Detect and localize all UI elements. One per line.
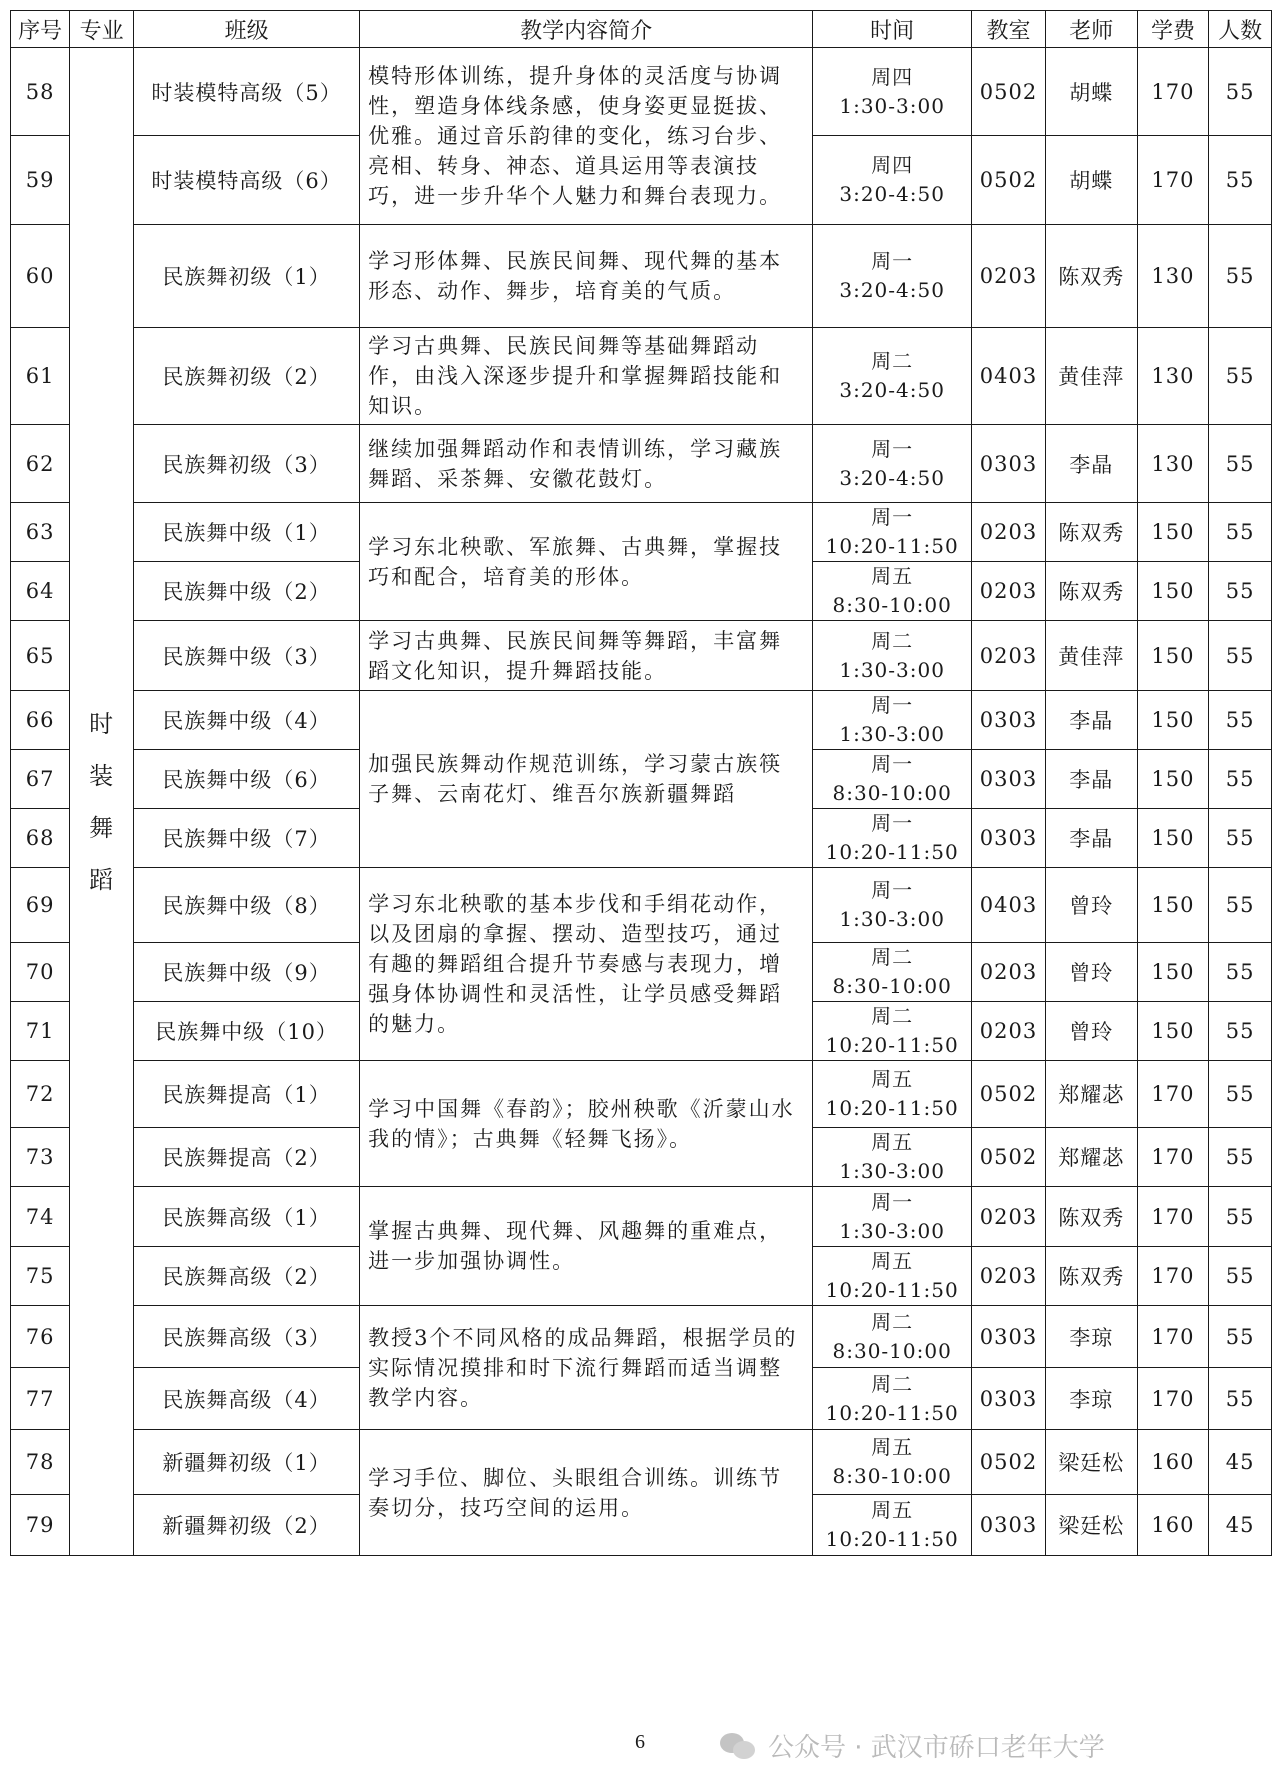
desc-cell: 模特形体训练，提升身体的灵活度与协调性，塑造身体线条感，使身姿更显挺拔、优雅。通过音乐韵律的变化，练习台步、亮相、转身、神态、道具运用等表演技巧，进一步升华个人魅力和舞台表现力。: [360, 48, 813, 225]
time-text: 1:30-3:00: [839, 1159, 945, 1183]
seq-cell: 70: [11, 943, 70, 1002]
room-cell: 0203: [972, 1247, 1046, 1306]
count-cell: 55: [1209, 1368, 1272, 1430]
count-cell: 55: [1209, 750, 1272, 809]
time-cell: [813, 1128, 972, 1187]
major-cell: [70, 48, 134, 1556]
seq-cell: 76: [11, 1306, 70, 1368]
room-cell: 0203: [972, 503, 1046, 562]
day-text: 周一: [871, 693, 914, 717]
time-cell: [813, 868, 972, 943]
room-cell: 0303: [972, 1495, 1046, 1556]
room-cell: 0502: [972, 1430, 1046, 1495]
major-char: 时: [89, 709, 115, 738]
fee-cell: 130: [1137, 425, 1209, 503]
time-text: 10:20-11:50: [825, 1096, 959, 1120]
teacher-cell: 曾玲: [1045, 868, 1137, 943]
time-cell: [813, 809, 972, 868]
teacher-cell: 陈双秀: [1045, 503, 1137, 562]
count-cell: 55: [1209, 1061, 1272, 1128]
day-text: 周一: [871, 752, 914, 776]
day-text: 周四: [871, 64, 914, 89]
time-cell: [813, 562, 972, 621]
table-row: [11, 1187, 1272, 1247]
time-cell: [813, 1187, 972, 1247]
room-cell: 0502: [972, 48, 1046, 136]
room-cell: 0203: [972, 621, 1046, 691]
day-text: 周二: [871, 628, 914, 653]
seq-cell: 69: [11, 868, 70, 943]
desc-cell: 学习古典舞、民族民间舞等基础舞蹈动作，由浅入深逐步提升和掌握舞蹈技能和知识。: [360, 328, 813, 425]
class-cell: 民族舞中级（8）: [134, 868, 360, 943]
wechat-icon: [720, 1731, 758, 1761]
table-row: [11, 425, 1272, 503]
day-text: 周四: [871, 153, 914, 177]
teacher-cell: 陈双秀: [1045, 225, 1137, 328]
fee-cell: 170: [1137, 1187, 1209, 1247]
seq-cell: 59: [11, 136, 70, 225]
count-cell: 45: [1209, 1430, 1272, 1495]
seq-cell: 65: [11, 621, 70, 691]
seq-cell: 77: [11, 1368, 70, 1430]
time-text: 10:20-11:50: [825, 1527, 959, 1551]
teacher-cell: 陈双秀: [1045, 1247, 1137, 1306]
fee-cell: 130: [1137, 225, 1209, 328]
fee-cell: 150: [1137, 503, 1209, 562]
count-cell: 55: [1209, 136, 1272, 225]
teacher-cell: 郑耀苾: [1045, 1061, 1137, 1128]
seq-cell: 66: [11, 691, 70, 750]
header-count: 人数: [1209, 11, 1272, 48]
day-text: 周一: [871, 505, 914, 529]
watermark-text: 公众号 · 武汉市硚口老年大学: [768, 1733, 1105, 1763]
time-text: 10:20-11:50: [825, 534, 959, 558]
day-text: 周二: [871, 1371, 914, 1396]
desc-cell: 掌握古典舞、现代舞、风趣舞的重难点，进一步加强协调性。: [360, 1187, 813, 1306]
time-cell: [813, 750, 972, 809]
fee-cell: 170: [1137, 1368, 1209, 1430]
room-cell: 0303: [972, 425, 1046, 503]
time-text: 10:20-11:50: [825, 1400, 959, 1425]
day-text: 周二: [871, 349, 914, 373]
header-room: 教室: [972, 11, 1046, 48]
seq-cell: 68: [11, 809, 70, 868]
fee-cell: 170: [1137, 1306, 1209, 1368]
time-text: 8:30-10:00: [832, 1464, 952, 1488]
table-row: [11, 328, 1272, 425]
fee-cell: 150: [1137, 562, 1209, 621]
table-row: [11, 621, 1272, 691]
teacher-cell: 梁廷松: [1045, 1430, 1137, 1495]
room-cell: 0303: [972, 809, 1046, 868]
class-cell: 时装模特高级（6）: [134, 136, 360, 225]
time-cell: [813, 1002, 972, 1061]
page-number: 6: [635, 1731, 645, 1753]
teacher-cell: 李晶: [1045, 750, 1137, 809]
seq-cell: 73: [11, 1128, 70, 1187]
class-cell: 民族舞高级（1）: [134, 1187, 360, 1247]
fee-cell: 160: [1137, 1495, 1209, 1556]
count-cell: 55: [1209, 1306, 1272, 1368]
teacher-cell: 黄佳萍: [1045, 328, 1137, 425]
class-cell: 新疆舞初级（1）: [134, 1430, 360, 1495]
time-cell: [813, 1247, 972, 1306]
time-cell: [813, 621, 972, 691]
desc-cell: 学习中国舞《春韵》；胶州秧歌《沂蒙山水我的情》；古典舞《轻舞飞扬》。: [360, 1061, 813, 1187]
table-row: [11, 48, 1272, 136]
time-text: 3:20-4:50: [839, 182, 945, 206]
fee-cell: 170: [1137, 1128, 1209, 1187]
count-cell: 55: [1209, 868, 1272, 943]
day-text: 周五: [871, 1435, 914, 1459]
time-text: 8:30-10:00: [832, 593, 952, 617]
class-cell: 民族舞高级（4）: [134, 1368, 360, 1430]
seq-cell: 75: [11, 1247, 70, 1306]
header-row: [11, 11, 1272, 48]
time-text: 10:20-11:50: [825, 1278, 959, 1302]
teacher-cell: 李晶: [1045, 809, 1137, 868]
time-cell: [813, 691, 972, 750]
class-cell: 民族舞高级（2）: [134, 1247, 360, 1306]
teacher-cell: 梁廷松: [1045, 1495, 1137, 1556]
time-cell: [813, 1061, 972, 1128]
time-text: 10:20-11:50: [825, 1033, 959, 1057]
fee-cell: 150: [1137, 809, 1209, 868]
seq-cell: 62: [11, 425, 70, 503]
time-text: 3:20-4:50: [839, 378, 945, 402]
seq-cell: 60: [11, 225, 70, 328]
header-fee: 学费: [1137, 11, 1209, 48]
count-cell: 55: [1209, 1187, 1272, 1247]
day-text: 周一: [871, 436, 914, 461]
desc-cell: 学习手位、脚位、头眼组合训练。训练节奏切分，技巧空间的运用。: [360, 1430, 813, 1556]
teacher-cell: 胡蝶: [1045, 136, 1137, 225]
class-cell: 民族舞中级（4）: [134, 691, 360, 750]
room-cell: 0203: [972, 943, 1046, 1002]
count-cell: 55: [1209, 503, 1272, 562]
header-desc: 教学内容简介: [360, 11, 813, 48]
time-cell: [813, 1430, 972, 1495]
room-cell: 0303: [972, 691, 1046, 750]
desc-cell: 教授3个不同风格的成品舞蹈，根据学员的实际情况摸排和时下流行舞蹈而适当调整教学内容。: [360, 1306, 813, 1430]
table-row: [11, 225, 1272, 328]
fee-cell: 150: [1137, 691, 1209, 750]
class-cell: 民族舞中级（3）: [134, 621, 360, 691]
count-cell: 55: [1209, 943, 1272, 1002]
time-text: 3:20-4:50: [839, 465, 945, 490]
count-cell: 55: [1209, 809, 1272, 868]
day-text: 周一: [871, 878, 914, 902]
day-text: 周五: [871, 1249, 914, 1273]
time-cell: [813, 1495, 972, 1556]
time-cell: [813, 48, 972, 136]
major-char: 蹈: [89, 865, 115, 894]
desc-cell: 学习东北秧歌、军旅舞、古典舞，掌握技巧和配合，培育美的形体。: [360, 503, 813, 621]
seq-cell: 71: [11, 1002, 70, 1061]
room-cell: 0502: [972, 136, 1046, 225]
time-cell: [813, 1368, 972, 1430]
room-cell: 0303: [972, 1306, 1046, 1368]
room-cell: 0303: [972, 1368, 1046, 1430]
class-cell: 民族舞中级（1）: [134, 503, 360, 562]
class-cell: 民族舞中级（10）: [134, 1002, 360, 1061]
day-text: 周二: [871, 1309, 914, 1334]
desc-cell: 学习形体舞、民族民间舞、现代舞的基本形态、动作、舞步，培育美的气质。: [360, 225, 813, 328]
table-row: [11, 691, 1272, 750]
teacher-cell: 李晶: [1045, 691, 1137, 750]
room-cell: 0502: [972, 1128, 1046, 1187]
time-text: 1:30-3:00: [839, 722, 945, 746]
room-cell: 0303: [972, 750, 1046, 809]
class-cell: 民族舞中级（6）: [134, 750, 360, 809]
desc-cell: 学习东北秧歌的基本步伐和手绢花动作，以及团扇的拿握、摆动、造型技巧，通过有趣的舞蹈组合提升节奏感与表现力，增强身体协调性和灵活性，让学员感受舞蹈的魅力。: [360, 868, 813, 1061]
room-cell: 0203: [972, 1187, 1046, 1247]
day-text: 周五: [871, 1130, 914, 1154]
course-table-page: [10, 10, 1272, 1556]
room-cell: 0403: [972, 868, 1046, 943]
teacher-cell: 曾玲: [1045, 1002, 1137, 1061]
seq-cell: 67: [11, 750, 70, 809]
major-char: 舞: [89, 813, 115, 842]
teacher-cell: 陈双秀: [1045, 562, 1137, 621]
seq-cell: 61: [11, 328, 70, 425]
teacher-cell: 胡蝶: [1045, 48, 1137, 136]
count-cell: 55: [1209, 1128, 1272, 1187]
room-cell: 0203: [972, 1002, 1046, 1061]
count-cell: 45: [1209, 1495, 1272, 1556]
fee-cell: 150: [1137, 943, 1209, 1002]
time-text: 10:20-11:50: [825, 840, 959, 864]
count-cell: 55: [1209, 425, 1272, 503]
class-cell: 民族舞初级（3）: [134, 425, 360, 503]
fee-cell: 150: [1137, 1002, 1209, 1061]
class-cell: 民族舞中级（2）: [134, 562, 360, 621]
table-row: [11, 503, 1272, 562]
header-teacher: 老师: [1045, 11, 1137, 48]
count-cell: 55: [1209, 48, 1272, 136]
time-text: 1:30-3:00: [839, 657, 945, 682]
class-cell: 新疆舞初级（2）: [134, 1495, 360, 1556]
watermark: [720, 1727, 1240, 1764]
header-seq: 序号: [11, 11, 70, 48]
fee-cell: 130: [1137, 328, 1209, 425]
table-row: [11, 868, 1272, 943]
fee-cell: 170: [1137, 48, 1209, 136]
day-text: 周一: [871, 249, 914, 273]
class-cell: 民族舞初级（1）: [134, 225, 360, 328]
fee-cell: 170: [1137, 1061, 1209, 1128]
fee-cell: 170: [1137, 1247, 1209, 1306]
course-schedule-table: [10, 10, 1272, 1556]
header-major: 专业: [70, 11, 134, 48]
count-cell: 55: [1209, 225, 1272, 328]
class-cell: 民族舞提高（2）: [134, 1128, 360, 1187]
time-cell: [813, 503, 972, 562]
header-class: 班级: [134, 11, 360, 48]
time-text: 8:30-10:00: [832, 974, 952, 998]
seq-cell: 78: [11, 1430, 70, 1495]
time-cell: [813, 1306, 972, 1368]
seq-cell: 64: [11, 562, 70, 621]
class-cell: 时装模特高级（5）: [134, 48, 360, 136]
fee-cell: 150: [1137, 750, 1209, 809]
major-char: 装: [89, 761, 115, 790]
count-cell: 55: [1209, 328, 1272, 425]
seq-cell: 72: [11, 1061, 70, 1128]
class-cell: 民族舞中级（9）: [134, 943, 360, 1002]
time-cell: [813, 136, 972, 225]
teacher-cell: 李晶: [1045, 425, 1137, 503]
count-cell: 55: [1209, 562, 1272, 621]
fee-cell: 150: [1137, 868, 1209, 943]
day-text: 周一: [871, 1189, 914, 1214]
seq-cell: 74: [11, 1187, 70, 1247]
day-text: 周五: [871, 564, 914, 588]
time-cell: [813, 425, 972, 503]
class-cell: 民族舞中级（7）: [134, 809, 360, 868]
teacher-cell: 李琼: [1045, 1368, 1137, 1430]
room-cell: 0403: [972, 328, 1046, 425]
room-cell: 0203: [972, 562, 1046, 621]
table-row: [11, 1061, 1272, 1128]
day-text: 周一: [871, 811, 914, 835]
class-cell: 民族舞提高（1）: [134, 1061, 360, 1128]
fee-cell: 170: [1137, 136, 1209, 225]
fee-cell: 160: [1137, 1430, 1209, 1495]
room-cell: 0203: [972, 225, 1046, 328]
table-row: [11, 1306, 1272, 1368]
class-cell: 民族舞初级（2）: [134, 328, 360, 425]
teacher-cell: 李琼: [1045, 1306, 1137, 1368]
time-text: 8:30-10:00: [832, 781, 952, 805]
teacher-cell: 郑耀苾: [1045, 1128, 1137, 1187]
day-text: 周二: [871, 1004, 914, 1028]
time-cell: [813, 328, 972, 425]
header-time: 时间: [813, 11, 972, 48]
teacher-cell: 黄佳萍: [1045, 621, 1137, 691]
time-cell: [813, 943, 972, 1002]
class-cell: 民族舞高级（3）: [134, 1306, 360, 1368]
table-row: [11, 1430, 1272, 1495]
room-cell: 0502: [972, 1061, 1046, 1128]
time-text: 1:30-3:00: [839, 93, 945, 118]
seq-cell: 63: [11, 503, 70, 562]
fee-cell: 150: [1137, 621, 1209, 691]
count-cell: 55: [1209, 1002, 1272, 1061]
time-text: 3:20-4:50: [839, 278, 945, 302]
desc-cell: 继续加强舞蹈动作和表情训练，学习藏族舞蹈、采茶舞、安徽花鼓灯。: [360, 425, 813, 503]
time-cell: [813, 225, 972, 328]
seq-cell: 58: [11, 48, 70, 136]
count-cell: 55: [1209, 1247, 1272, 1306]
day-text: 周五: [871, 1498, 914, 1522]
desc-cell: 学习古典舞、民族民间舞等舞蹈，丰富舞蹈文化知识，提升舞蹈技能。: [360, 621, 813, 691]
day-text: 周五: [871, 1067, 914, 1091]
desc-cell: 加强民族舞动作规范训练，学习蒙古族筷子舞、云南花灯、维吾尔族新疆舞蹈: [360, 691, 813, 868]
teacher-cell: 陈双秀: [1045, 1187, 1137, 1247]
count-cell: 55: [1209, 691, 1272, 750]
day-text: 周二: [871, 945, 914, 969]
time-text: 1:30-3:00: [839, 907, 945, 931]
teacher-cell: 曾玲: [1045, 943, 1137, 1002]
time-text: 8:30-10:00: [832, 1338, 952, 1363]
seq-cell: 79: [11, 1495, 70, 1556]
time-text: 1:30-3:00: [839, 1218, 945, 1243]
count-cell: 55: [1209, 621, 1272, 691]
